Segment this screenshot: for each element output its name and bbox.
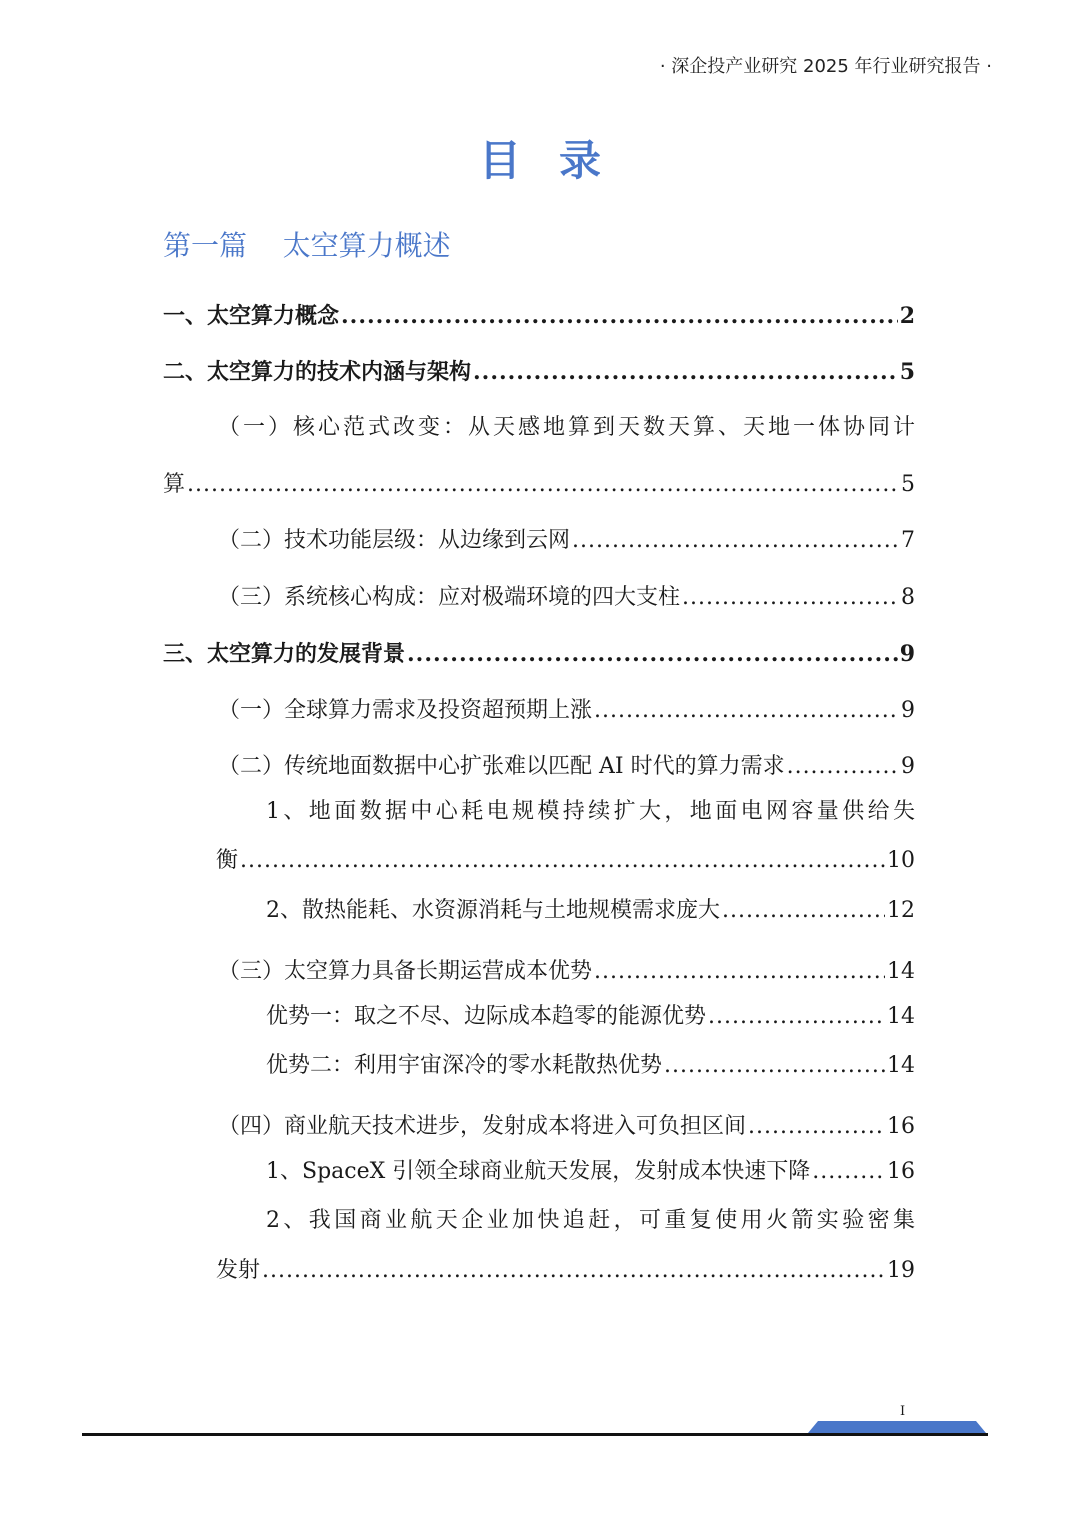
- toc-entry-wrapped-line[interactable]: 1、地面数据中心耗电规模持续扩大，地面电网容量供给失: [266, 799, 915, 824]
- toc-leader: [682, 583, 899, 613]
- toc-leader: [572, 526, 899, 556]
- toc-entry-page: 7: [901, 528, 915, 553]
- toc-entry[interactable]: [218, 752, 915, 782]
- toc-entry[interactable]: [266, 1157, 915, 1187]
- toc-entry[interactable]: [266, 1051, 915, 1081]
- toc-entry-title: （三）系统核心构成：应对极端环境的四大支柱: [218, 585, 681, 610]
- toc-entry[interactable]: [216, 1256, 915, 1286]
- toc-entry-page: 12: [887, 898, 915, 923]
- toc-entry[interactable]: [218, 583, 915, 613]
- part-heading: 第一篇 太空算力概述: [163, 229, 451, 262]
- page-title: 目录: [478, 136, 639, 185]
- toc-entry-title: （三）太空算力具备长期运营成本优势: [218, 959, 593, 984]
- toc-entry-page: 9: [901, 698, 915, 723]
- toc-entry-page: 19: [887, 1258, 915, 1283]
- footer-rule: [82, 1433, 988, 1436]
- toc-leader: [748, 1112, 885, 1142]
- toc-leader: [594, 957, 885, 987]
- toc-entry-page: 14: [887, 959, 915, 984]
- toc-entry-page: 16: [887, 1114, 915, 1139]
- toc-entry[interactable]: [216, 846, 915, 876]
- toc-entry[interactable]: [218, 1112, 915, 1142]
- toc-entry-title: 优势二：利用宇宙深冷的零水耗散热优势: [266, 1053, 663, 1078]
- toc-entry[interactable]: [163, 470, 915, 500]
- report-header: · 深企投产业研究 2025 年行业研究报告 ·: [659, 56, 992, 77]
- toc-entry-page: 2: [899, 303, 915, 329]
- toc-entry[interactable]: [163, 301, 915, 331]
- toc-entry-page: 9: [901, 754, 915, 779]
- toc-leader: [708, 1002, 885, 1032]
- toc-entry[interactable]: [163, 357, 915, 387]
- toc-leader: [407, 639, 898, 669]
- toc-entry-page: 14: [887, 1004, 915, 1029]
- toc-entry-title: （一）全球算力需求及投资超预期上涨: [218, 698, 593, 723]
- toc-leader: [240, 846, 885, 876]
- toc-entry[interactable]: [218, 957, 915, 987]
- toc-entry[interactable]: [218, 696, 915, 726]
- toc-leader: [341, 301, 898, 331]
- toc-entry-page: 14: [887, 1053, 915, 1078]
- toc-entry-page: 5: [901, 472, 915, 497]
- toc-entry[interactable]: [266, 1002, 915, 1032]
- toc-entry-title: 三、太空算力的发展背景: [163, 641, 406, 667]
- toc-entry[interactable]: [266, 896, 915, 926]
- toc-entry-title: （二）传统地面数据中心扩张难以匹配 AI 时代的算力需求: [218, 754, 785, 779]
- footer-accent-bar: [808, 1421, 986, 1433]
- toc-entry-title: 算: [163, 472, 186, 497]
- toc-entry-page: 10: [887, 848, 915, 873]
- toc-entry[interactable]: [218, 526, 915, 556]
- toc-leader: [187, 470, 899, 500]
- toc-entry[interactable]: [163, 639, 915, 669]
- toc-entry-page: 8: [901, 585, 915, 610]
- toc-leader: [473, 357, 898, 387]
- toc-entry-title: （二）技术功能层级：从边缘到云网: [218, 528, 571, 553]
- toc-entry-wrapped-line[interactable]: 2、我国商业航天企业加快追赶，可重复使用火箭实验密集: [266, 1208, 915, 1233]
- toc-entry-title: 发射: [216, 1258, 261, 1283]
- page-number: I: [900, 1404, 906, 1419]
- toc-entry-title: 衡: [216, 848, 239, 873]
- toc-entry-page: 9: [899, 641, 915, 667]
- toc-leader: [594, 696, 899, 726]
- toc-entry-title: 二、太空算力的技术内涵与架构: [163, 359, 472, 385]
- toc-entry-wrapped-line[interactable]: （一）核心范式改变：从天感地算到天数天算、天地一体协同计: [218, 415, 915, 440]
- toc-entry-title: 2、散热能耗、水资源消耗与土地规模需求庞大: [266, 898, 720, 923]
- toc-leader: [262, 1256, 885, 1286]
- toc-leader: [664, 1051, 885, 1081]
- toc-entry-title: 一、太空算力概念: [163, 303, 340, 329]
- toc-entry-title: 1、SpaceX 引领全球商业航天发展，发射成本快速下降: [266, 1159, 811, 1184]
- toc-entry-title: （四）商业航天技术进步，发射成本将进入可负担区间: [218, 1114, 747, 1139]
- toc-entry-page: 5: [899, 359, 915, 385]
- toc-leader: [812, 1157, 885, 1187]
- toc-leader: [722, 896, 885, 926]
- toc-entry-title: 优势一：取之不尽、边际成本趋零的能源优势: [266, 1004, 707, 1029]
- toc-entry-page: 16: [887, 1159, 915, 1184]
- toc-leader: [787, 752, 899, 782]
